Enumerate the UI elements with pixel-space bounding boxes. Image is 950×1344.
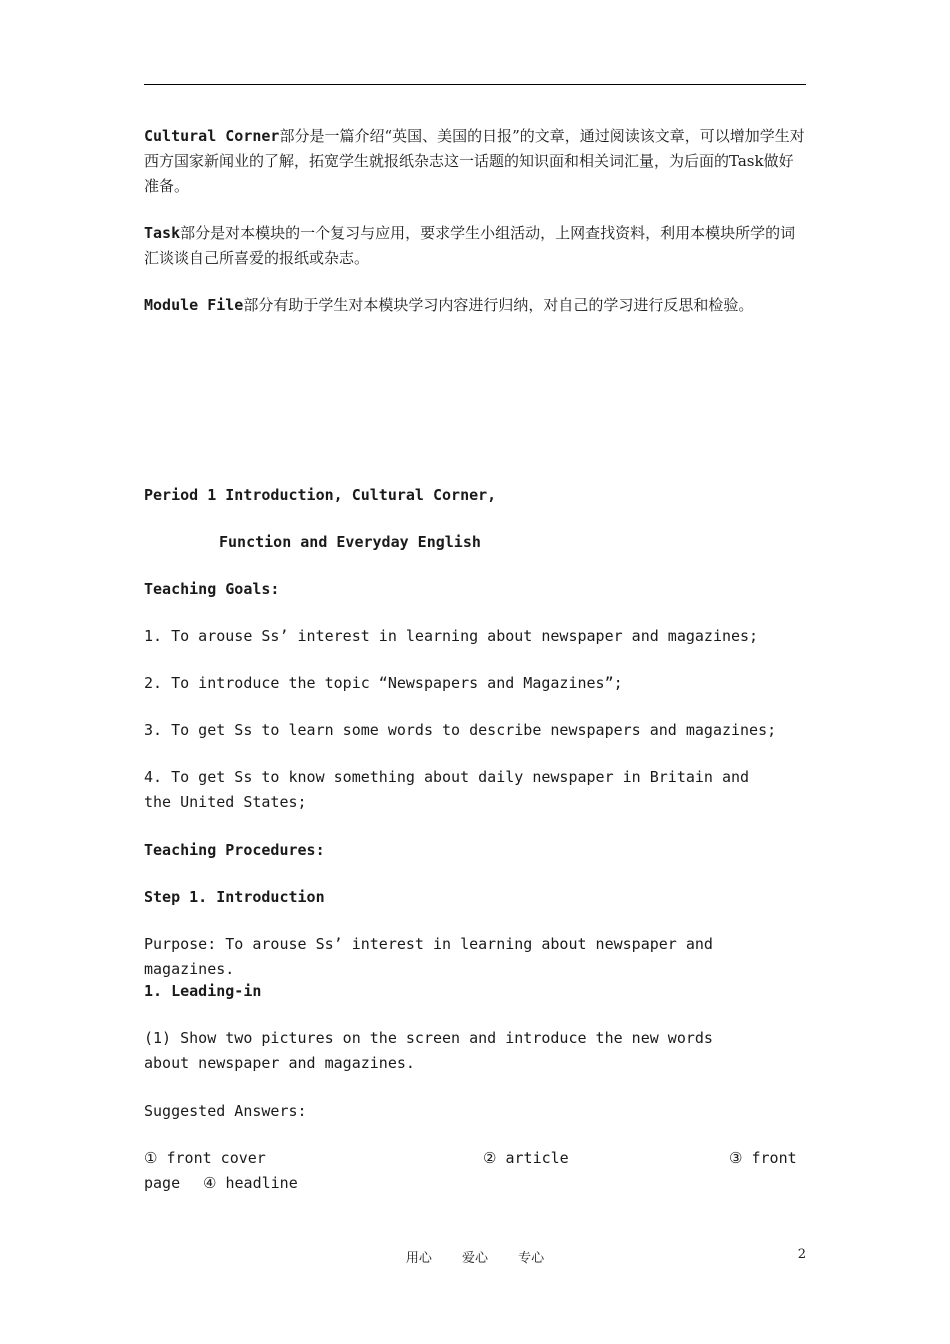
teaching-procedures-heading: Teaching Procedures: — [144, 841, 325, 859]
show-pictures-text: (1) Show two pictures on the screen and introduce the new words about newspaper and magazines. — [144, 1029, 713, 1072]
module-file-lead: Module File — [144, 296, 244, 314]
goal-item-1: 1. To arouse Ss’ interest in learning about newspaper and magazines; — [144, 627, 759, 645]
answer-1: ① front cover — [144, 1149, 266, 1167]
task-paragraph — [144, 221, 806, 271]
module-file-paragraph — [144, 293, 806, 318]
step1-heading: Step 1. Introduction — [144, 888, 325, 906]
goal-item-3: 3. To get Ss to learn some words to describe newspapers and magazines; — [144, 721, 777, 739]
page-number: 2 — [797, 1247, 806, 1262]
task-lead: Task — [144, 224, 181, 242]
cultural-corner-paragraph — [144, 124, 806, 199]
module-file-text: 部分有助于学生对本模块学习内容进行归纳，对自己的学习进行反思和检验。 — [243, 296, 754, 314]
leading-in-heading: 1. Leading-in — [144, 982, 262, 1000]
teaching-goals-heading: Teaching Goals: — [144, 580, 280, 598]
footer-motto: 用心 爱心 专心 — [405, 1251, 545, 1266]
period-title-line1: Period 1 Introduction, Cultural Corner, — [144, 486, 497, 504]
answer-2: ② article — [483, 1149, 569, 1167]
suggested-answers-label: Suggested Answers: — [144, 1102, 307, 1120]
header-rule — [144, 84, 806, 85]
answer-4: ④ headline — [203, 1174, 298, 1192]
task-text: 部分是对本模块的一个复习与应用，要求学生小组活动，上网查找资料，利用本模块所学的词汇谈谈自己所喜爱的报纸或杂志。 — [144, 224, 796, 267]
answer-3: ③ front — [729, 1149, 797, 1167]
cultural-corner-lead: Cultural Corner — [144, 127, 280, 145]
goal-item-4: 4. To get Ss to know something about daily newspaper in Britain and the United States; — [144, 768, 750, 811]
period-title-line2: Function and Everyday English — [219, 533, 481, 551]
purpose-text: Purpose: To arouse Ss’ interest in learning about newspaper and magazines. — [144, 935, 713, 978]
cultural-corner-text: 部分是一篇介绍“英国、美国的日报”的文章，通过阅读该文章，可以增加学生对西方国家新闻业的了解，拓宽学生就报纸杂志这一话题的知识面和相关词汇量，为后面的Task做好准备。 — [144, 127, 805, 195]
goal-item-2: 2. To introduce the topic “Newspapers and Magazines”; — [144, 674, 623, 692]
answer-3-continuation: page — [144, 1174, 181, 1192]
